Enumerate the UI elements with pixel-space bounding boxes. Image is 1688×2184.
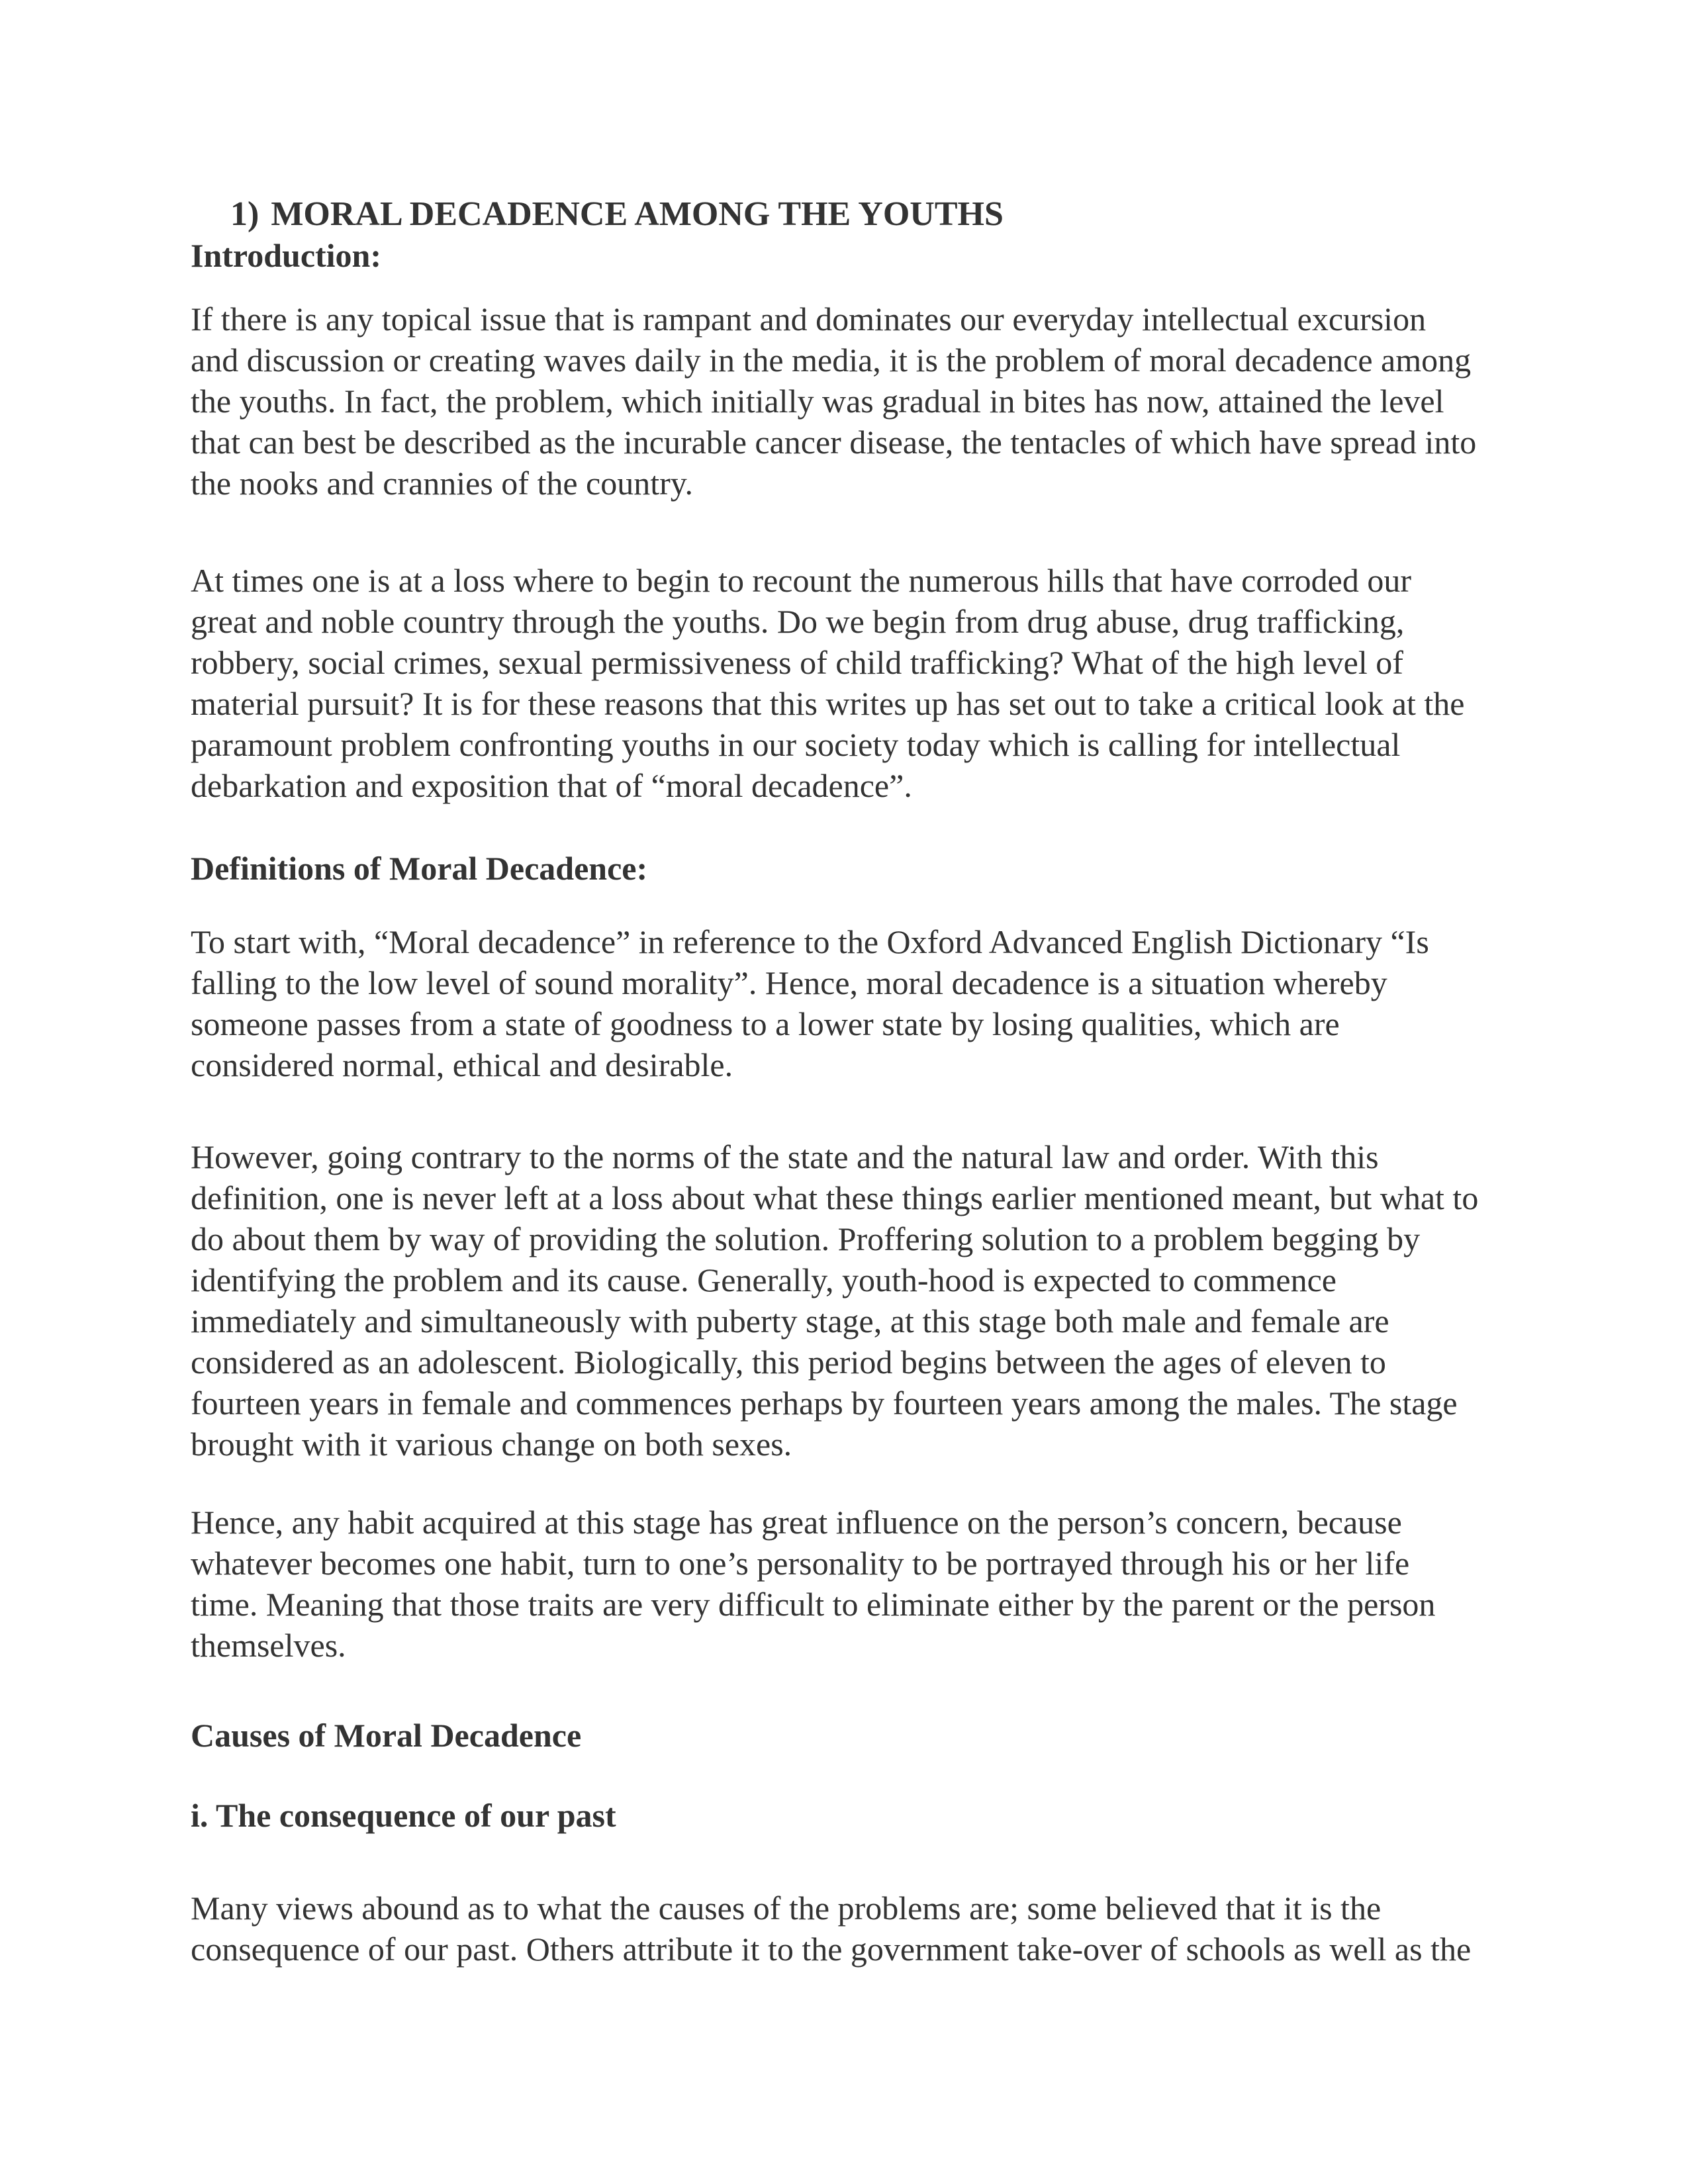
heading-cause-consequence-of-past: i. The consequence of our past bbox=[191, 1797, 616, 1834]
paragraph-introduction-2 bbox=[191, 560, 1498, 806]
text-line: whatever becomes one habit, turn to one’s personality to be portrayed through his or her life bbox=[191, 1545, 1410, 1582]
paragraph-definitions-3 bbox=[191, 1502, 1498, 1666]
text-line: time. Meaning that those traits are very difficult to eliminate either by the parent or the person bbox=[191, 1586, 1436, 1623]
text-line: the nooks and crannies of the country. bbox=[191, 465, 694, 502]
text-line: that can best be described as the incurable cancer disease, the tentacles of which have spread into bbox=[191, 424, 1477, 461]
document-content bbox=[191, 194, 1498, 1970]
text-line: robbery, social crimes, sexual permissiveness of child trafficking? What of the high level of bbox=[191, 644, 1403, 681]
paragraph-definitions-1 bbox=[191, 921, 1498, 1085]
text-line: immediately and simultaneously with puberty stage, at this stage both male and female are bbox=[191, 1302, 1389, 1340]
text-line: themselves. bbox=[191, 1627, 346, 1664]
paragraph-definitions-2 bbox=[191, 1136, 1498, 1465]
text-line: Hence, any habit acquired at this stage has great influence on the person’s concern, because bbox=[191, 1504, 1402, 1541]
heading-definitions: Definitions of Moral Decadence: bbox=[191, 850, 648, 887]
text-line: someone passes from a state of goodness to a lower state by losing qualities, which are bbox=[191, 1005, 1340, 1042]
text-line: consequence of our past. Others attribute it to the government take-over of schools as well as the bbox=[191, 1931, 1472, 1968]
text-line: the youths. In fact, the problem, which initially was gradual in bites has now, attained the level bbox=[191, 383, 1444, 420]
document-title-number: 1) bbox=[230, 195, 259, 233]
text-line: identifying the problem and its cause. Generally, youth-hood is expected to commence bbox=[191, 1261, 1336, 1298]
text-line: falling to the low level of sound morality”. Hence, moral decadence is a situation whereby bbox=[191, 964, 1387, 1001]
text-line: material pursuit? It is for these reasons that this writes up has set out to take a critical look at the bbox=[191, 685, 1465, 722]
text-line: brought with it various change on both sexes. bbox=[191, 1426, 792, 1463]
paragraph-introduction-1 bbox=[191, 298, 1498, 504]
text-line: Many views abound as to what the causes of the problems are; some believed that it is the bbox=[191, 1889, 1382, 1927]
text-line: great and noble country through the youths. Do we begin from drug abuse, drug trafficking, bbox=[191, 603, 1405, 640]
text-line: definition, one is never left at a loss about what these things earlier mentioned meant, but what to bbox=[191, 1179, 1479, 1216]
text-line: considered normal, ethical and desirable. bbox=[191, 1046, 733, 1083]
text-line: To start with, “Moral decadence” in reference to the Oxford Advanced English Dictionary “Is bbox=[191, 923, 1429, 960]
heading-causes: Causes of Moral Decadence bbox=[191, 1717, 582, 1754]
text-line: fourteen years in female and commences perhaps by fourteen years among the males. The stage bbox=[191, 1385, 1458, 1422]
text-line: paramount problem confronting youths in our society today which is calling for intellectual bbox=[191, 726, 1401, 763]
document-title bbox=[230, 194, 1498, 235]
document-title-text: MORAL DECADENCE AMONG THE YOUTHS bbox=[271, 195, 1004, 233]
text-line: do about them by way of providing the solution. Proffering solution to a problem begging by bbox=[191, 1220, 1421, 1257]
text-line: debarkation and exposition that of “moral decadence”. bbox=[191, 767, 912, 804]
heading-introduction: Introduction: bbox=[191, 237, 382, 274]
paragraph-causes-1 bbox=[191, 1888, 1498, 1970]
text-line: However, going contrary to the norms of the state and the natural law and order. With this bbox=[191, 1138, 1379, 1175]
text-line: and discussion or creating waves daily in the media, it is the problem of moral decadence among bbox=[191, 341, 1472, 379]
text-line: At times one is at a loss where to begin to recount the numerous hills that have corroded our bbox=[191, 562, 1411, 599]
text-line: considered as an adolescent. Biologically, this period begins between the ages of eleven to bbox=[191, 1343, 1386, 1381]
text-line: If there is any topical issue that is rampant and dominates our everyday intellectual excursion bbox=[191, 300, 1427, 338]
